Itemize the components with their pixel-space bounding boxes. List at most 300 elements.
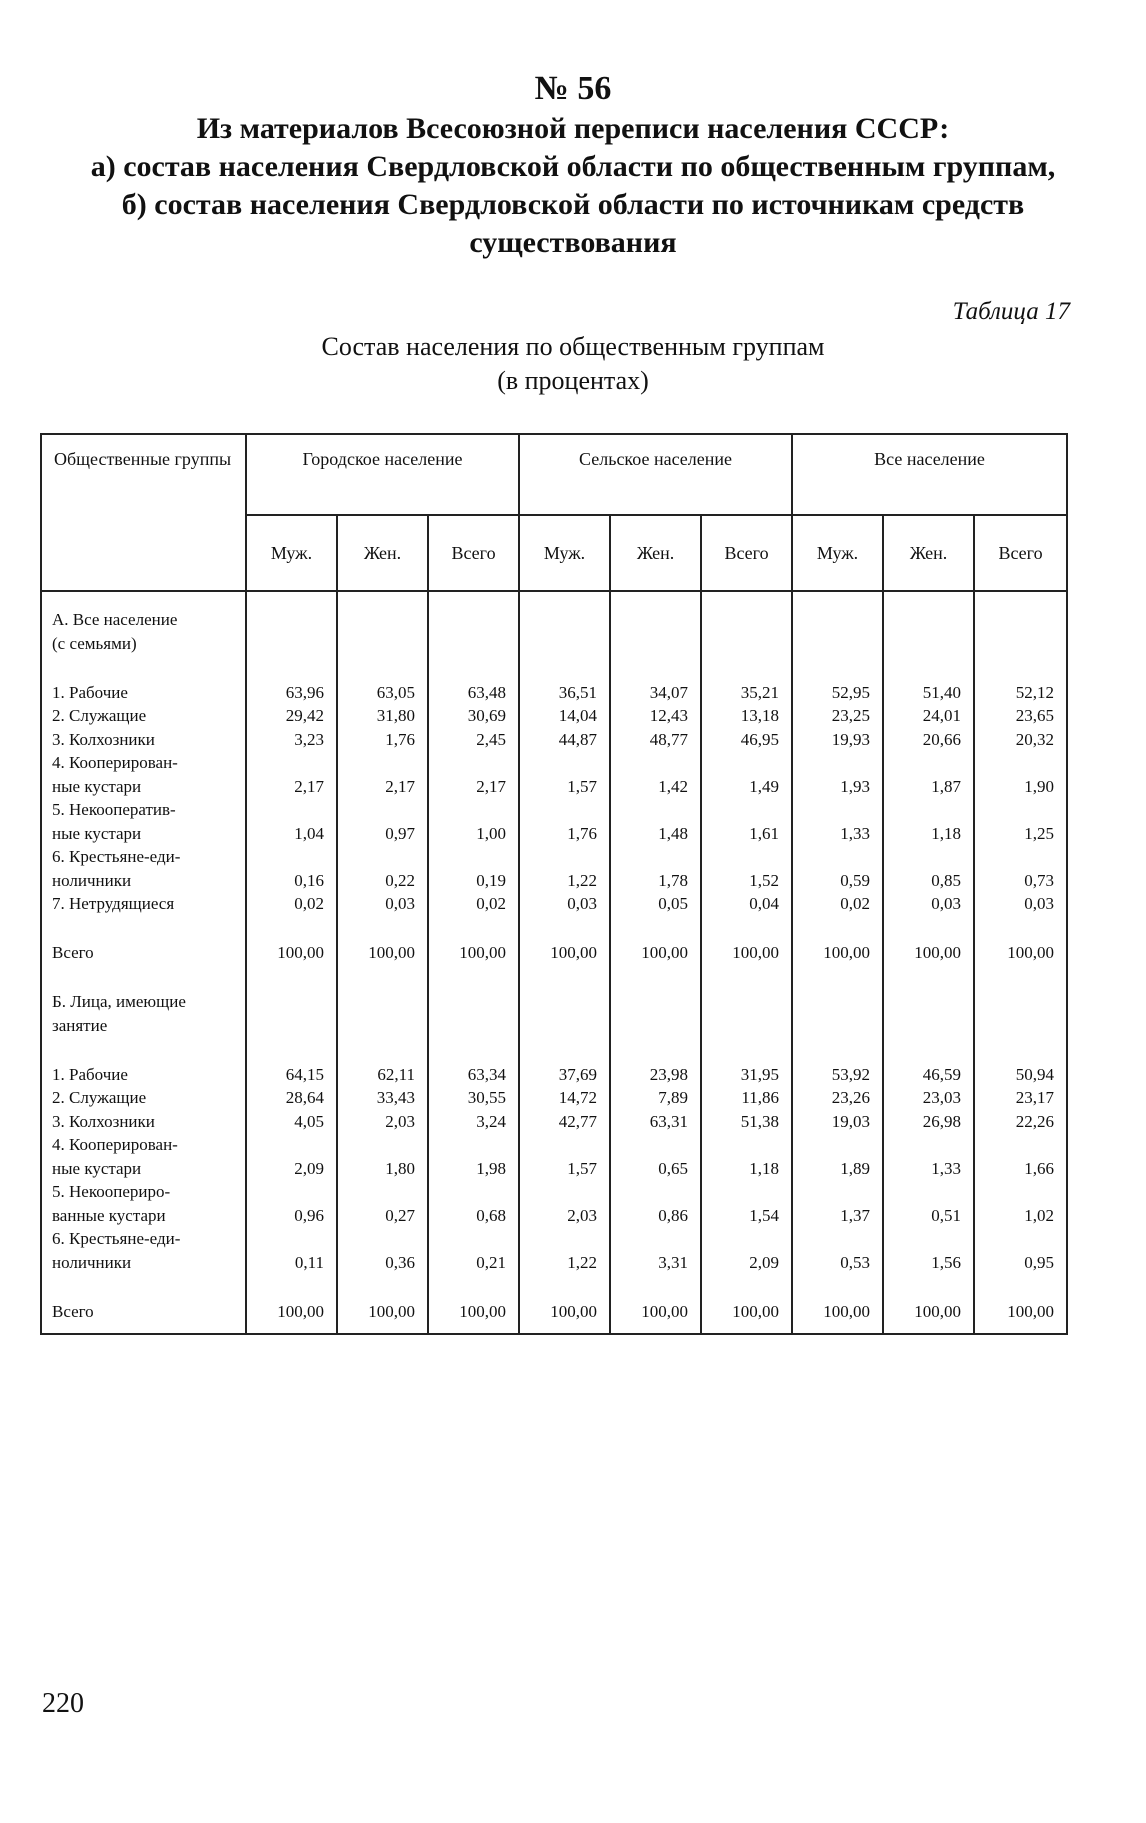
value-text: 37,69 <box>558 1064 598 1084</box>
cell-pad <box>706 1180 779 1204</box>
table-row <box>41 1063 1067 1087</box>
value-text: 52,95 <box>831 682 871 702</box>
cell-pad <box>615 1227 688 1251</box>
empty-cell <box>792 1323 883 1334</box>
value-cell <box>428 892 519 916</box>
value-text: 1,80 <box>385 1158 415 1178</box>
cell-pad <box>706 1227 779 1251</box>
cell-pad <box>979 1180 1054 1204</box>
empty-cell <box>883 1274 974 1300</box>
cell-pad <box>888 798 961 822</box>
empty-cell <box>792 916 883 942</box>
value-text: 0,51 <box>931 1205 962 1225</box>
value-cell <box>428 1180 519 1227</box>
table-row-label-line: 3. Колхозники <box>52 1111 155 1131</box>
section-title <box>41 608 246 655</box>
value-cell <box>428 728 519 752</box>
value-cell <box>792 1133 883 1180</box>
cell-pad <box>524 751 597 775</box>
value-cell <box>883 728 974 752</box>
value-cell <box>519 892 610 916</box>
value-text: 24,01 <box>922 706 962 725</box>
value-text: 63,31 <box>649 1111 689 1131</box>
value-text: 23,03 <box>922 1088 962 1107</box>
total-value: 100,00 <box>974 941 1067 965</box>
cell-pad <box>979 798 1054 822</box>
value-text: 1,04 <box>294 823 324 843</box>
empty-cell <box>519 655 610 681</box>
empty-cell <box>428 990 519 1037</box>
header-rural: Сельское население <box>519 434 792 515</box>
header-all: Всего <box>428 515 519 591</box>
cell-pad <box>251 751 324 775</box>
total-value: 100,00 <box>792 1300 883 1324</box>
header-groups: Общественные группы <box>41 434 246 591</box>
value-cell <box>428 845 519 892</box>
cell-pad <box>251 1180 324 1204</box>
value-cell <box>701 1180 792 1227</box>
empty-cell <box>246 591 337 608</box>
value-cell <box>701 1086 792 1110</box>
value-cell <box>974 751 1067 798</box>
table-row <box>41 1086 1067 1110</box>
value-cell <box>792 1227 883 1274</box>
value-cell <box>337 1180 428 1227</box>
value-text: 2,17 <box>476 776 507 796</box>
cell-pad <box>706 1133 779 1157</box>
table-row <box>41 845 1067 892</box>
empty-cell <box>246 608 337 655</box>
value-text: 34,07 <box>649 682 689 702</box>
spacer-row <box>41 916 1067 942</box>
empty-cell <box>610 1037 701 1063</box>
value-cell <box>246 1227 337 1274</box>
value-cell <box>519 1227 610 1274</box>
value-cell <box>428 704 519 728</box>
total-value: 100,00 <box>610 941 701 965</box>
value-text: 33,43 <box>376 1088 415 1107</box>
value-cell <box>610 892 701 916</box>
value-cell <box>246 798 337 845</box>
empty-cell <box>610 965 701 991</box>
total-value: 100,00 <box>246 941 337 965</box>
cell-pad <box>888 1227 961 1251</box>
value-cell <box>883 1063 974 1087</box>
value-cell <box>519 751 610 798</box>
value-text: 1,76 <box>567 823 598 843</box>
section-title <box>41 990 246 1037</box>
empty-cell <box>246 916 337 942</box>
empty-cell <box>701 916 792 942</box>
empty-cell <box>428 1274 519 1300</box>
value-cell <box>974 1180 1067 1227</box>
value-text: 1,76 <box>385 729 415 749</box>
value-text: 0,68 <box>476 1205 507 1225</box>
value-cell <box>519 1063 610 1087</box>
cell-pad <box>433 845 506 869</box>
total-value: 100,00 <box>974 1300 1067 1324</box>
empty-cell <box>792 655 883 681</box>
value-cell <box>428 1133 519 1180</box>
value-text: 1,93 <box>840 776 871 796</box>
value-text: 2,09 <box>294 1158 324 1178</box>
value-text: 1,98 <box>476 1158 507 1178</box>
empty-cell <box>519 965 610 991</box>
table-row-label-line: ные кустари <box>52 1158 142 1178</box>
empty-cell <box>974 1323 1067 1334</box>
empty-cell <box>883 990 974 1037</box>
value-cell <box>337 892 428 916</box>
empty-cell <box>428 655 519 681</box>
empty-cell <box>792 965 883 991</box>
empty-cell <box>701 1274 792 1300</box>
value-text: 1,78 <box>658 870 689 890</box>
value-cell <box>246 1063 337 1087</box>
table-row-label-line: ноличники <box>52 870 132 890</box>
empty-cell <box>337 1037 428 1063</box>
value-text: 29,42 <box>285 706 324 725</box>
value-cell <box>519 1086 610 1110</box>
value-cell <box>792 751 883 798</box>
value-cell <box>337 1227 428 1274</box>
value-cell <box>883 798 974 845</box>
value-cell <box>974 1063 1067 1087</box>
value-cell <box>610 1110 701 1134</box>
total-value: 100,00 <box>337 941 428 965</box>
value-cell <box>246 1110 337 1134</box>
value-text: 1,48 <box>658 823 689 843</box>
value-cell <box>792 845 883 892</box>
empty-cell <box>792 990 883 1037</box>
value-cell <box>519 728 610 752</box>
cell-pad <box>433 751 506 775</box>
cell-pad <box>615 1180 688 1204</box>
spacer-row <box>41 591 1067 608</box>
empty-cell <box>41 1274 246 1300</box>
empty-cell <box>610 591 701 608</box>
value-cell <box>610 1063 701 1087</box>
table-row-label-line: 6. Крестьяне-еди- <box>52 1229 181 1248</box>
value-cell <box>519 1110 610 1134</box>
empty-cell <box>246 1323 337 1334</box>
table-row <box>41 1227 1067 1274</box>
empty-cell <box>792 608 883 655</box>
empty-cell <box>701 655 792 681</box>
value-cell <box>428 751 519 798</box>
empty-cell <box>519 1323 610 1334</box>
empty-cell <box>41 965 246 991</box>
value-cell <box>701 892 792 916</box>
value-text: 0,22 <box>385 870 415 890</box>
value-text: 20,66 <box>922 729 962 749</box>
empty-cell <box>519 591 610 608</box>
value-cell <box>519 681 610 705</box>
empty-cell <box>701 608 792 655</box>
empty-cell <box>41 591 246 608</box>
value-text: 2,17 <box>294 776 324 796</box>
value-text: 63,96 <box>285 682 324 702</box>
value-text: 51,38 <box>740 1111 780 1131</box>
caption-line: Состав населения по общественным группам <box>321 332 825 361</box>
value-cell <box>246 704 337 728</box>
empty-cell <box>701 965 792 991</box>
cell-pad <box>615 845 688 869</box>
value-cell <box>610 728 701 752</box>
empty-cell <box>701 591 792 608</box>
value-text: 2,17 <box>385 776 415 796</box>
value-text: 1,61 <box>749 823 780 843</box>
value-cell <box>974 845 1067 892</box>
empty-cell <box>792 1274 883 1300</box>
total-value: 100,00 <box>519 1300 610 1324</box>
value-cell <box>701 728 792 752</box>
value-text: 0,02 <box>840 894 871 913</box>
table-row-label <box>41 704 246 728</box>
value-cell <box>610 845 701 892</box>
empty-cell <box>246 655 337 681</box>
value-text: 0,59 <box>840 870 871 890</box>
value-cell <box>974 681 1067 705</box>
value-cell <box>883 704 974 728</box>
value-text: 1,87 <box>931 776 962 796</box>
value-text: 36,51 <box>558 682 598 702</box>
value-cell <box>701 1227 792 1274</box>
cell-pad <box>524 1227 597 1251</box>
empty-cell <box>519 608 610 655</box>
document-heading <box>40 68 1106 262</box>
table-row-label-line: ноличники <box>52 1252 132 1272</box>
table-row <box>41 1133 1067 1180</box>
value-cell <box>883 1227 974 1274</box>
header-male: Муж. <box>792 515 883 591</box>
value-cell <box>701 751 792 798</box>
empty-cell <box>701 1037 792 1063</box>
table-row-label <box>41 1227 246 1274</box>
value-text: 1,00 <box>476 823 507 843</box>
cell-pad <box>342 845 415 869</box>
value-cell <box>792 704 883 728</box>
table-row-label-line: 1. Рабочие <box>52 682 128 702</box>
spacer-row <box>41 1037 1067 1063</box>
value-text: 2,03 <box>385 1111 415 1131</box>
section-title-line: А. Все население <box>52 610 178 629</box>
table-row <box>41 1180 1067 1227</box>
table-row <box>41 798 1067 845</box>
cell-pad <box>888 845 961 869</box>
value-text: 30,69 <box>467 706 507 725</box>
table-row-label-line: 4. Кооперирован- <box>52 1135 178 1154</box>
population-table <box>40 433 1068 1335</box>
value-cell <box>519 704 610 728</box>
value-cell <box>428 1110 519 1134</box>
value-cell <box>337 798 428 845</box>
value-cell <box>701 704 792 728</box>
empty-cell <box>428 1037 519 1063</box>
value-cell <box>883 1133 974 1180</box>
spacer-row <box>41 655 1067 681</box>
cell-pad <box>797 1227 870 1251</box>
table-row <box>41 751 1067 798</box>
header-all: Всего <box>974 515 1067 591</box>
cell-pad <box>797 798 870 822</box>
empty-cell <box>974 965 1067 991</box>
value-text: 20,32 <box>1015 729 1055 749</box>
table-row-label <box>41 751 246 798</box>
table-row-label-line: 4. Кооперирован- <box>52 753 178 772</box>
value-text: 0,21 <box>476 1252 507 1272</box>
value-text: 1,18 <box>749 1158 780 1178</box>
total-value: 100,00 <box>883 1300 974 1324</box>
value-text: 0,86 <box>658 1205 689 1225</box>
total-value: 100,00 <box>428 1300 519 1324</box>
empty-cell <box>519 916 610 942</box>
value-cell <box>792 892 883 916</box>
value-text: 1,25 <box>1024 823 1055 843</box>
value-text: 19,03 <box>831 1111 871 1131</box>
value-text: 2,45 <box>476 729 507 749</box>
value-text: 52,12 <box>1015 682 1055 702</box>
value-cell <box>974 1227 1067 1274</box>
cell-pad <box>615 1133 688 1157</box>
empty-cell <box>883 591 974 608</box>
value-cell <box>792 681 883 705</box>
value-text: 1,52 <box>749 870 780 890</box>
value-cell <box>246 845 337 892</box>
value-text: 12,43 <box>649 706 689 725</box>
value-cell <box>246 751 337 798</box>
value-text: 0,36 <box>385 1252 415 1272</box>
header-female: Жен. <box>337 515 428 591</box>
empty-cell <box>428 608 519 655</box>
value-cell <box>883 1110 974 1134</box>
value-cell <box>610 1133 701 1180</box>
table-label: Таблица 17 <box>952 298 1070 325</box>
value-cell <box>337 751 428 798</box>
cell-pad <box>979 845 1054 869</box>
value-cell <box>974 1133 1067 1180</box>
empty-cell <box>883 1037 974 1063</box>
value-cell <box>883 1086 974 1110</box>
table-row <box>41 681 1067 705</box>
value-cell <box>610 1180 701 1227</box>
table-row-label-line: 6. Крестьяне-еди- <box>52 847 181 866</box>
title-line: а) состав населения Свердловской области по общественным группам, <box>90 150 1056 183</box>
empty-cell <box>701 990 792 1037</box>
total-label: Всего <box>41 1300 246 1324</box>
value-cell <box>701 1063 792 1087</box>
empty-cell <box>337 608 428 655</box>
value-text: 0,53 <box>840 1252 871 1272</box>
empty-cell <box>246 1037 337 1063</box>
table-row-label <box>41 728 246 752</box>
value-text: 46,95 <box>740 729 780 749</box>
empty-cell <box>883 965 974 991</box>
total-value: 100,00 <box>337 1300 428 1324</box>
value-text: 35,21 <box>740 682 780 702</box>
total-value: 100,00 <box>701 1300 792 1324</box>
table-row <box>41 728 1067 752</box>
value-cell <box>337 704 428 728</box>
empty-cell <box>610 1323 701 1334</box>
value-text: 0,16 <box>294 870 324 890</box>
value-text: 1,02 <box>1024 1205 1055 1225</box>
cell-pad <box>433 798 506 822</box>
total-value: 100,00 <box>701 941 792 965</box>
value-text: 0,73 <box>1024 870 1055 890</box>
cell-pad <box>797 845 870 869</box>
value-cell <box>610 704 701 728</box>
value-cell <box>792 728 883 752</box>
empty-cell <box>519 990 610 1037</box>
value-cell <box>974 704 1067 728</box>
value-text: 0,65 <box>658 1158 689 1178</box>
table-row-label <box>41 1110 246 1134</box>
value-text: 0,02 <box>294 894 324 913</box>
total-value: 100,00 <box>519 941 610 965</box>
empty-cell <box>519 1274 610 1300</box>
table-row-label-line: ванные кустари <box>52 1205 166 1225</box>
value-cell <box>428 798 519 845</box>
value-text: 51,40 <box>922 682 962 702</box>
value-text: 7,89 <box>658 1088 689 1107</box>
value-text: 2,09 <box>749 1252 780 1272</box>
value-text: 53,92 <box>831 1064 871 1084</box>
cell-pad <box>251 1227 324 1251</box>
value-text: 31,80 <box>376 706 415 725</box>
value-text: 0,11 <box>294 1252 324 1272</box>
cell-pad <box>797 751 870 775</box>
table-row <box>41 704 1067 728</box>
value-cell <box>246 728 337 752</box>
value-text: 1,33 <box>840 823 871 843</box>
value-cell <box>337 681 428 705</box>
value-text: 23,17 <box>1015 1088 1055 1107</box>
value-cell <box>792 1086 883 1110</box>
value-cell <box>337 845 428 892</box>
value-cell <box>610 798 701 845</box>
table-row-label-line: 5. Некоопериро- <box>52 1182 171 1201</box>
empty-cell <box>974 591 1067 608</box>
total-row <box>41 1300 1067 1324</box>
empty-cell <box>610 1274 701 1300</box>
value-cell <box>337 1063 428 1087</box>
table-row-label-line: 7. Нетрудящиеся <box>52 894 175 913</box>
empty-cell <box>337 916 428 942</box>
total-row <box>41 941 1067 965</box>
value-text: 1,90 <box>1024 776 1055 796</box>
value-text: 1,33 <box>931 1158 962 1178</box>
value-text: 0,04 <box>749 894 780 913</box>
cell-pad <box>524 798 597 822</box>
value-text: 1,22 <box>567 1252 598 1272</box>
value-text: 22,26 <box>1015 1111 1055 1131</box>
empty-cell <box>41 916 246 942</box>
table-row-label-line: 3. Колхозники <box>52 729 155 749</box>
caption-line: (в процентах) <box>497 366 649 395</box>
empty-cell <box>610 990 701 1037</box>
table-row <box>41 892 1067 916</box>
value-cell <box>792 1063 883 1087</box>
header-urban: Городское население <box>246 434 519 515</box>
cell-pad <box>524 1180 597 1204</box>
value-text: 3,31 <box>658 1252 689 1272</box>
value-text: 3,23 <box>294 729 324 749</box>
value-text: 0,03 <box>1024 894 1055 913</box>
value-text: 1,37 <box>840 1205 871 1225</box>
value-cell <box>337 728 428 752</box>
header-male: Муж. <box>246 515 337 591</box>
value-cell <box>337 1133 428 1180</box>
